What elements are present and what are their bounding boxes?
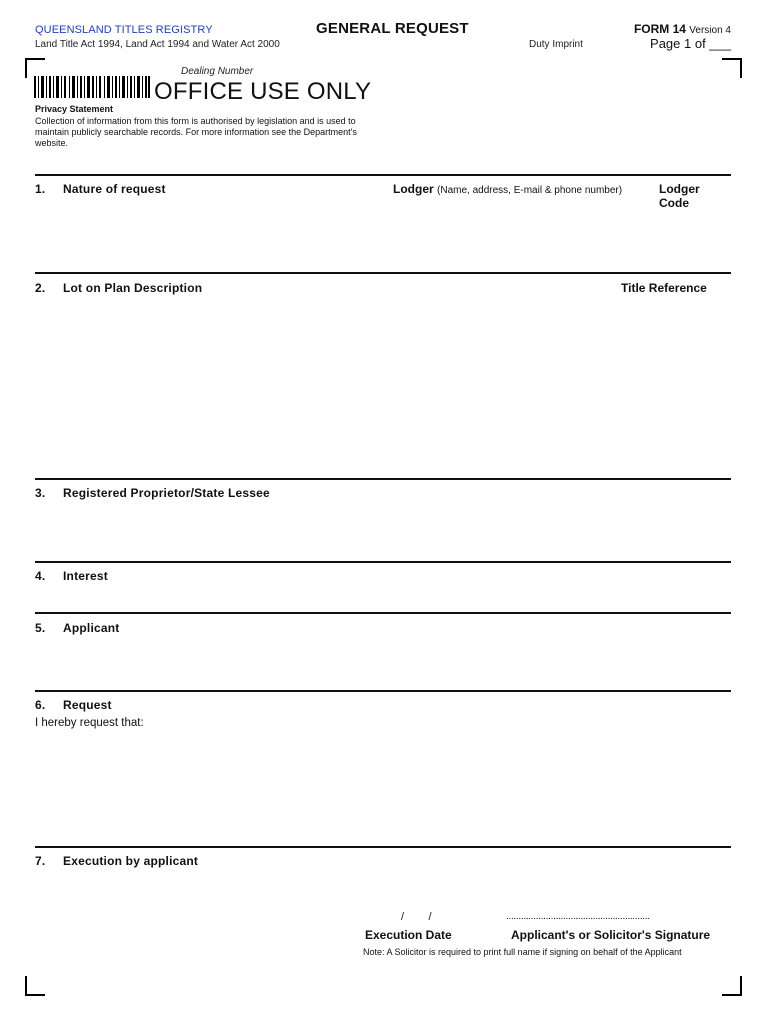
section-2-heading [35, 281, 202, 295]
request-label: Request [63, 698, 112, 712]
section-divider [35, 561, 731, 563]
form-version: Version 4 [689, 25, 731, 36]
section-divider [35, 478, 731, 480]
privacy-text: Collection of information from this form is authorised by legislation and is used to maintain publicly searchable records. For more information see the Department's website. [35, 116, 357, 148]
page-count: Page 1 of ___ [650, 36, 731, 51]
section-divider [35, 846, 731, 848]
section-1-heading [35, 182, 166, 196]
lot-on-plan-label: Lot on Plan Description [63, 281, 203, 295]
lodger-code-line-1: Lodger [659, 182, 700, 196]
governing-acts: Land Title Act 1994, Land Act 1994 and Water Act 2000 [35, 39, 280, 50]
section-3-heading [35, 486, 270, 500]
section-number: 4. [35, 569, 46, 583]
solicitor-note: Note: A Solicitor is required to print full name if signing on behalf of the Applicant [363, 947, 682, 957]
section-number: 6. [35, 698, 46, 712]
privacy-heading: Privacy Statement [35, 104, 114, 114]
registered-proprietor-label: Registered Proprietor/State Lessee [63, 486, 270, 500]
barcode-icon [34, 76, 150, 98]
lodger-code-line-2: Code [659, 196, 689, 210]
corner-mark-bottom-left [25, 976, 45, 996]
section-number: 3. [35, 486, 46, 500]
form-number [634, 22, 731, 36]
title-reference-label: Title Reference [621, 281, 707, 295]
lodger-code-label [659, 182, 700, 210]
form-title: GENERAL REQUEST [316, 20, 469, 37]
execution-date-label: Execution Date [365, 928, 452, 942]
section-number: 7. [35, 854, 46, 868]
corner-mark-top-left [25, 58, 45, 78]
signature-label: Applicant's or Solicitor's Signature [511, 928, 711, 942]
section-6-heading [35, 698, 112, 712]
section-number: 5. [35, 621, 46, 635]
signature-line[interactable]: .......................................................... [506, 911, 650, 922]
execution-label: Execution by applicant [63, 854, 199, 868]
section-4-heading [35, 569, 108, 583]
section-divider [35, 272, 731, 274]
lodger-heading [393, 182, 622, 196]
nature-of-request-label: Nature of request [63, 182, 166, 196]
form-label: FORM 14 [633, 22, 686, 36]
interest-label: Interest [63, 569, 108, 583]
lodger-note: (Name, address, E-mail & phone number) [437, 185, 623, 196]
section-5-heading [35, 621, 119, 635]
duty-imprint-label: Duty Imprint [529, 39, 583, 50]
section-divider [35, 690, 731, 692]
corner-mark-top-right [722, 58, 742, 78]
request-text: I hereby request that: [35, 717, 144, 729]
registry-name: QUEENSLAND TITLES REGISTRY [35, 24, 213, 36]
execution-date-field[interactable]: / / [401, 911, 432, 923]
section-number: 2. [35, 281, 46, 295]
office-use-only: OFFICE USE ONLY [154, 78, 372, 105]
lodger-label: Lodger [393, 182, 434, 196]
corner-mark-bottom-right [722, 976, 742, 996]
applicant-label: Applicant [63, 621, 120, 635]
section-number: 1. [35, 182, 46, 196]
section-divider [35, 174, 731, 176]
section-divider [35, 612, 731, 614]
section-7-heading [35, 854, 198, 868]
dealing-number-label: Dealing Number [181, 66, 254, 77]
